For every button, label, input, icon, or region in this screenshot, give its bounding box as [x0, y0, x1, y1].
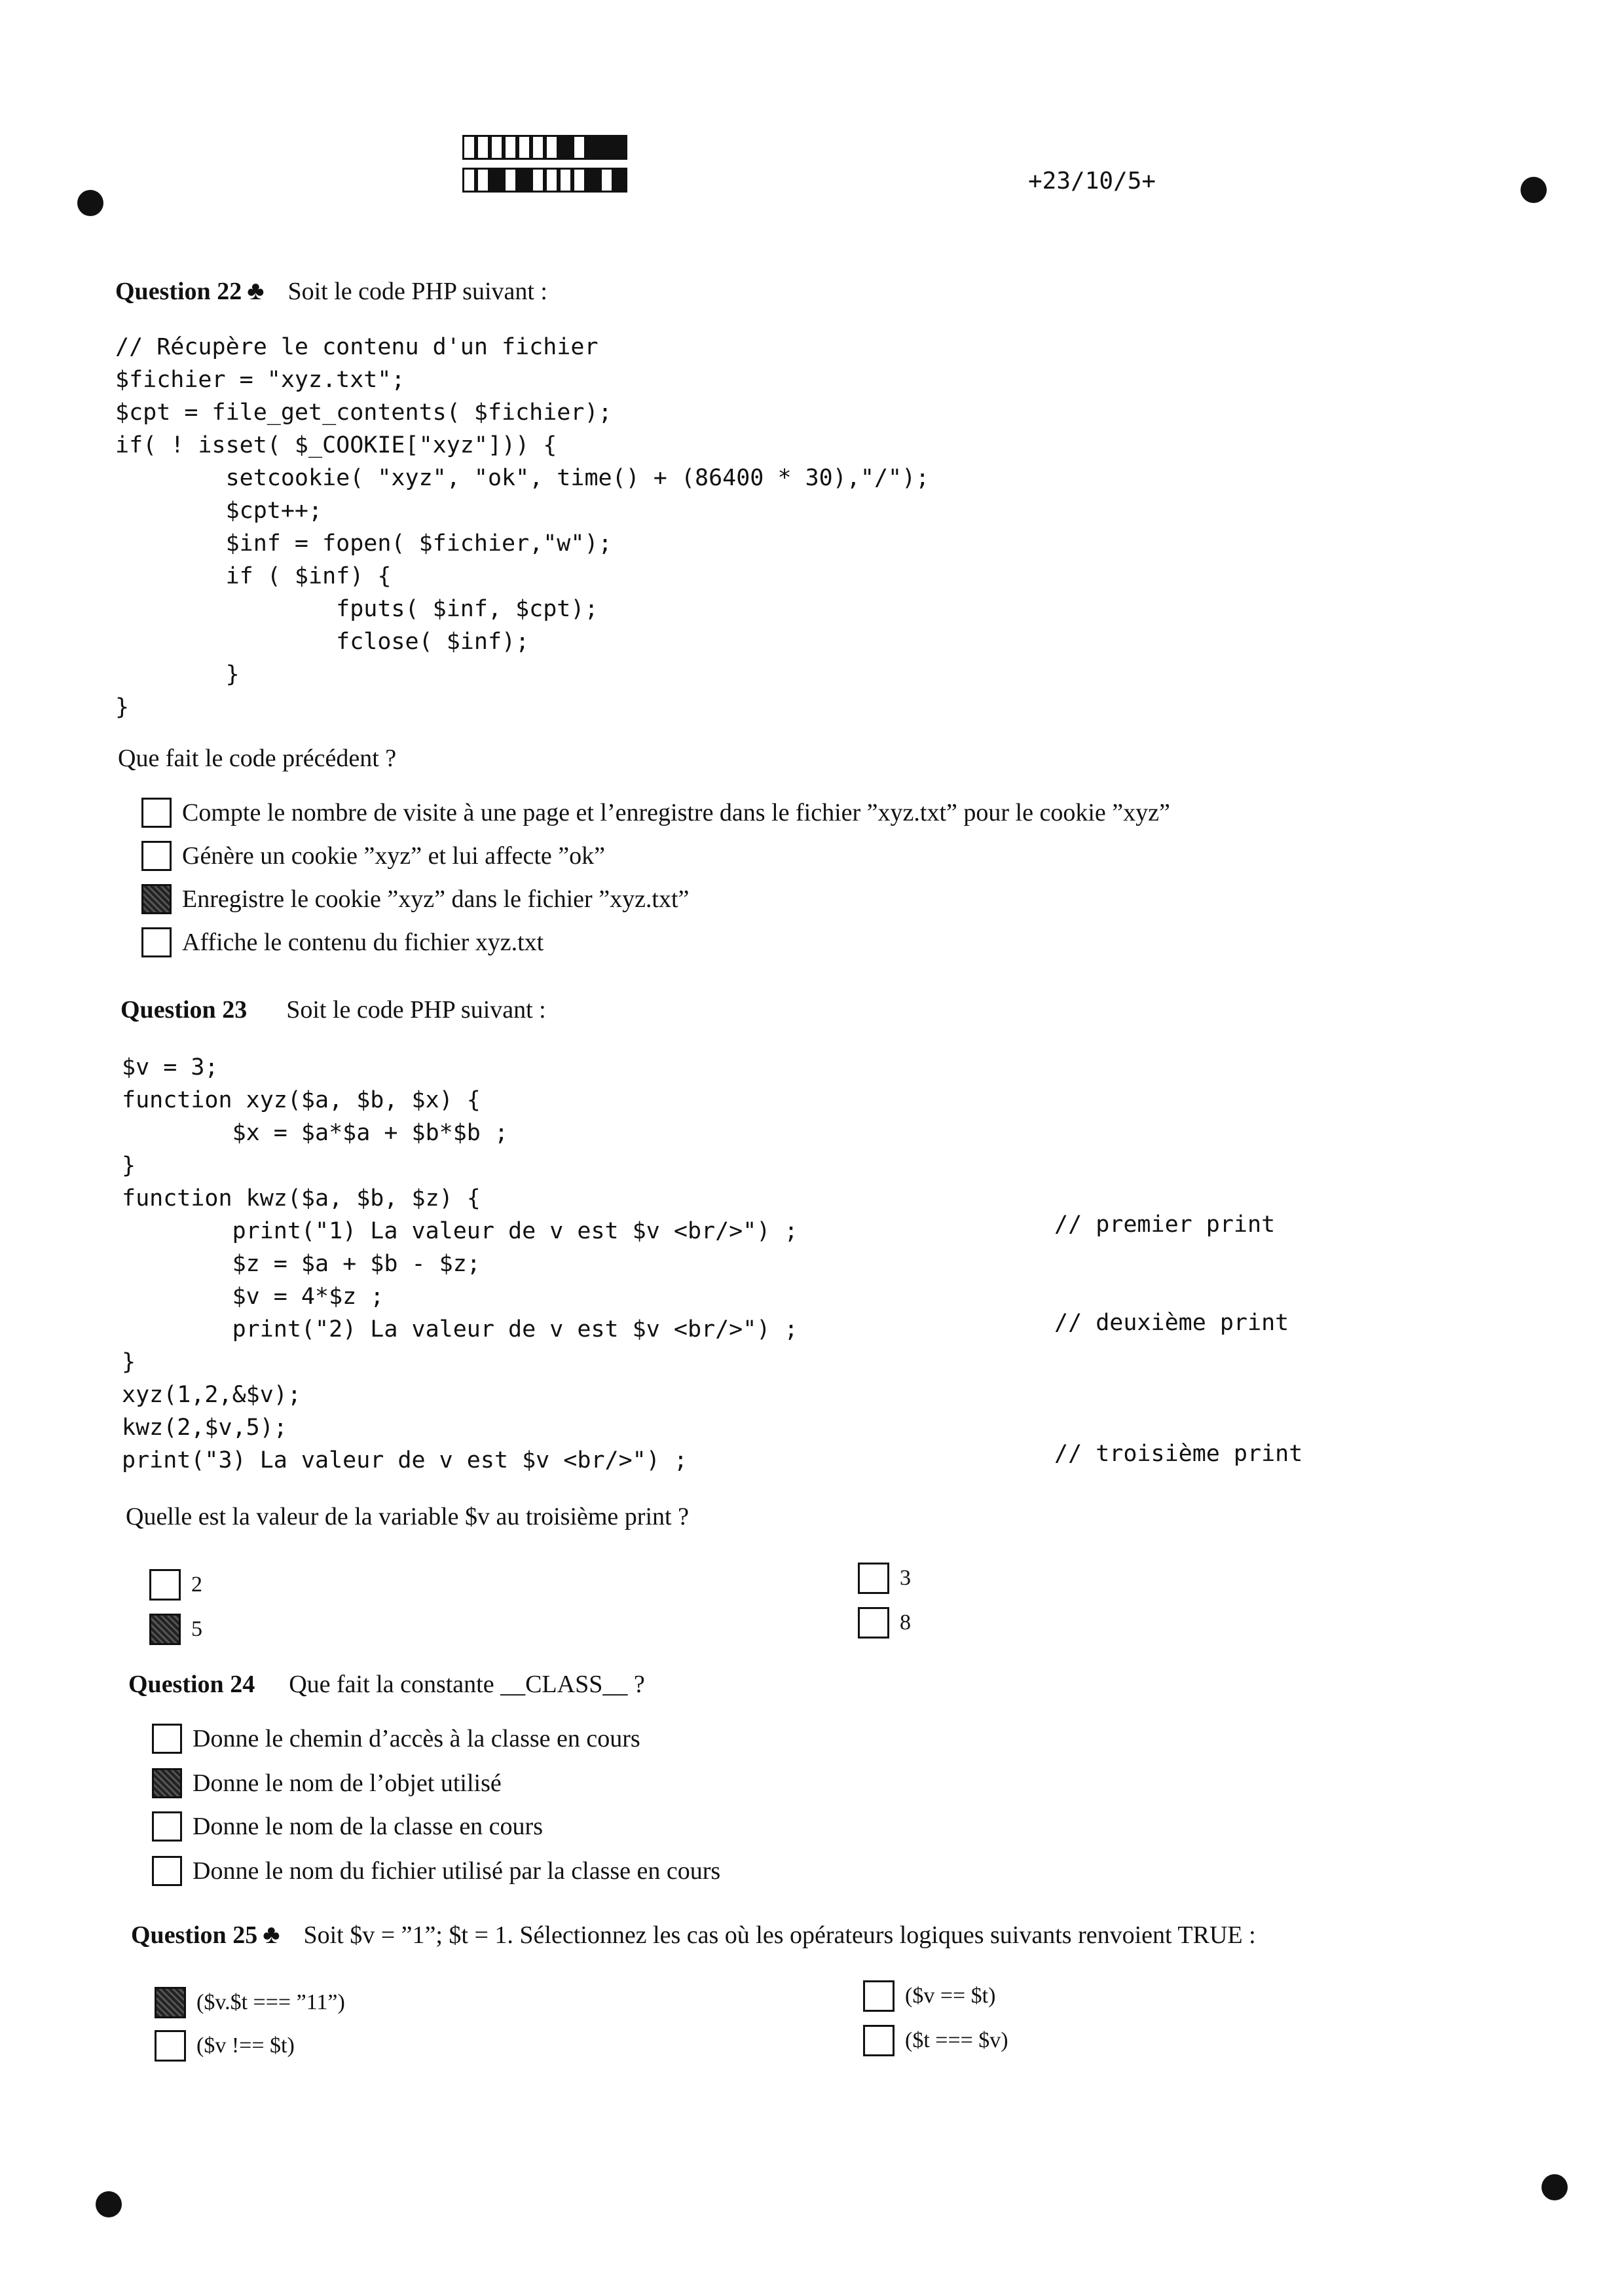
barcode-cell: [462, 168, 476, 193]
option-label: ($t === $v): [905, 2028, 1008, 2052]
checkbox[interactable]: [141, 927, 172, 957]
q24-option-4[interactable]: [152, 1856, 720, 1886]
barcode-cell: [476, 135, 490, 160]
barcode-cell: [586, 168, 600, 193]
q24-header: [128, 1670, 645, 1699]
checkbox[interactable]: [141, 798, 172, 828]
checkbox[interactable]: [863, 2025, 895, 2056]
q25-title: Question 25: [131, 1921, 258, 1949]
checkbox[interactable]: [152, 1724, 182, 1754]
checkbox[interactable]: [149, 1569, 181, 1601]
barcode-cell: [545, 135, 559, 160]
registration-dot-top-left: [77, 190, 103, 216]
option-label: Donne le chemin d’accès à la classe en cours: [193, 1725, 640, 1752]
q22-question: Que fait le code précédent ?: [118, 745, 397, 772]
q22-option-2[interactable]: [141, 841, 605, 871]
barcode-cell: [559, 168, 572, 193]
barcode-cell: [517, 135, 531, 160]
checkbox[interactable]: [152, 1768, 182, 1798]
barcode-cell: [476, 168, 490, 193]
barcode-cell: [600, 135, 614, 160]
q23-option-4[interactable]: [858, 1607, 911, 1639]
q25-option-3[interactable]: [863, 1980, 995, 2012]
checkbox[interactable]: [152, 1811, 182, 1842]
q23-option-1[interactable]: [149, 1569, 202, 1601]
q25-option-1[interactable]: [155, 1987, 345, 2018]
checkbox[interactable]: [155, 2030, 186, 2062]
barcode-cell: [572, 135, 586, 160]
q24-option-2[interactable]: [152, 1768, 502, 1798]
q23-title: Question 23: [120, 996, 248, 1024]
q23-comment-1: // premier print: [1054, 1212, 1276, 1238]
barcode-cell: [490, 168, 504, 193]
checkbox[interactable]: [155, 1987, 186, 2018]
q22-header: [115, 275, 547, 306]
option-label: Affiche le contenu du fichier xyz.txt: [182, 929, 544, 956]
option-label: Donne le nom de la classe en cours: [193, 1813, 543, 1840]
q24-intro: Que fait la constante __CLASS__ ?: [289, 1671, 645, 1698]
barcode-cell: [531, 168, 545, 193]
option-label: Donne le nom de l’objet utilisé: [193, 1769, 502, 1797]
registration-dot-bottom-left: [96, 2191, 122, 2217]
q22-title: Question 22: [115, 278, 242, 305]
barcode-cell: [462, 135, 476, 160]
q23-code: $v = 3; function xyz($a, $b, $x) { $x = $a*$a + $b*$b ; } function kwz($a, $b, $z) { print("1) La valeur de v est $v <br/>") ; $z = $a + $b - $z; $v = 4*$z ; print("2) La valeur de v est $v <br/>") ; } xyz(1,2,&$v); kwz(2,$v,5); print("3) La valeur de v est $v <br/>") ;: [122, 1054, 798, 1473]
q22-intro: Soit le code PHP suivant :: [287, 278, 547, 305]
q25-option-4[interactable]: [863, 2025, 1008, 2056]
barcode-cell: [600, 168, 614, 193]
q22-code: // Récupère le contenu d'un fichier $fichier = "xyz.txt"; $cpt = file_get_contents( $fichier); if( ! isset( $_COOKIE["xyz"])) { setcookie( "xyz", "ok", time() + (86400 * 30),"/"); $cpt++; $inf = fopen( $fichier,"w"); if ( $inf) { fputs( $inf, $cpt); fclose( $inf); } }: [115, 334, 930, 720]
q23-intro: Soit le code PHP suivant :: [286, 996, 546, 1024]
q25-intro: Soit $v = ”1”; $t = 1. Sélectionnez les cas où les opérateurs logiques suivants renvoient TRUE :: [303, 1921, 1256, 1949]
barcode-cell: [586, 135, 600, 160]
barcode-cell: [545, 168, 559, 193]
q23-comment-3: // troisième print: [1054, 1441, 1303, 1467]
checkbox[interactable]: [149, 1614, 181, 1645]
checkbox[interactable]: [141, 884, 172, 914]
barcode-row-1: [462, 135, 627, 160]
club-icon: ♣: [247, 276, 265, 305]
checkbox[interactable]: [863, 1980, 895, 2012]
barcode-cell: [490, 135, 504, 160]
option-label: 3: [900, 1566, 911, 1590]
q23-question: Quelle est la valeur de la variable $v au troisième print ?: [126, 1503, 689, 1530]
checkbox[interactable]: [152, 1856, 182, 1886]
option-label: Enregistre le cookie ”xyz” dans le fichier ”xyz.txt”: [182, 885, 690, 913]
barcode-cell: [572, 168, 586, 193]
q22-option-1[interactable]: [141, 798, 1170, 828]
option-label: ($v !== $t): [196, 2033, 295, 2058]
option-label: 8: [900, 1610, 911, 1635]
checkbox[interactable]: [858, 1607, 889, 1639]
option-label: Génère un cookie ”xyz” et lui affecte ”ok”: [182, 842, 605, 870]
checkbox[interactable]: [858, 1563, 889, 1594]
q25-option-2[interactable]: [155, 2030, 295, 2062]
registration-dot-top-right: [1521, 177, 1547, 203]
barcode-cell: [517, 168, 531, 193]
barcode-cell: [559, 135, 572, 160]
q22-option-3[interactable]: [141, 884, 689, 914]
option-label: Compte le nombre de visite à une page et l’enregistre dans le fichier ”xyz.txt” pour le cookie ”xyz”: [182, 799, 1170, 826]
registration-dot-bottom-right: [1541, 2174, 1568, 2200]
barcode-cell: [614, 168, 627, 193]
q23-option-2[interactable]: [149, 1614, 202, 1645]
barcode-cell: [504, 168, 517, 193]
q23-header: [120, 995, 546, 1024]
option-label: ($v.$t === ”11”): [196, 1990, 345, 2014]
q22-option-4[interactable]: [141, 927, 544, 957]
barcode-cell: [504, 135, 517, 160]
q23-comment-2: // deuxième print: [1054, 1310, 1289, 1336]
option-label: 2: [191, 1572, 202, 1597]
barcode-cell: [614, 135, 627, 160]
q23-option-3[interactable]: [858, 1563, 911, 1594]
q24-option-3[interactable]: [152, 1811, 543, 1842]
q24-title: Question 24: [128, 1671, 255, 1698]
option-label: Donne le nom du fichier utilisé par la classe en cours: [193, 1857, 721, 1885]
club-icon: ♣: [263, 1919, 280, 1949]
q25-header: [131, 1919, 1256, 1950]
option-label: 5: [191, 1617, 202, 1641]
checkbox[interactable]: [141, 841, 172, 871]
option-label: ($v == $t): [905, 1984, 996, 2008]
page-code: +23/10/5+: [1028, 168, 1156, 194]
barcode-row-2: [462, 168, 627, 193]
barcode-cell: [531, 135, 545, 160]
q24-option-1[interactable]: [152, 1724, 640, 1754]
